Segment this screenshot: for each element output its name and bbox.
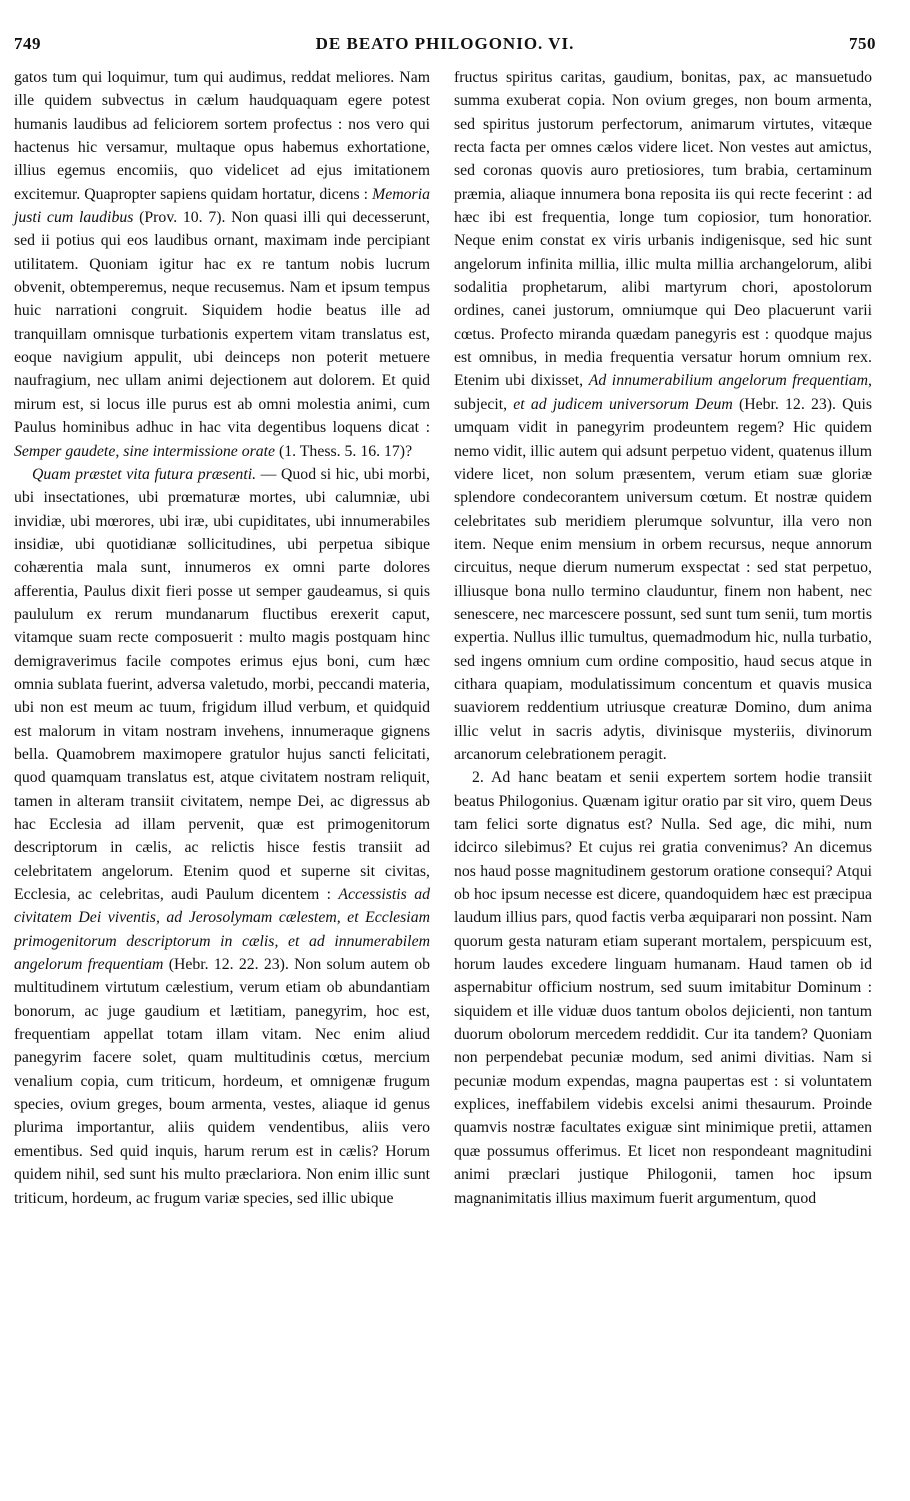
text-run: gatos tum qui loquimur, tum qui audimus, reddat meliores. Nam ille quidem subvectus in cælum haudquaquam egere potest humanis laudibus ad feliciorem sortem profectus : nos vero qui hactenus hic versamur, multaque opus habemus exhortatione, illius egemus encomiis, quo videlicet ad ejus imitationem excitemur. Quapropter sapiens quidam hortatur, dicens : xyxy=(14,69,430,203)
right-column xyxy=(454,66,872,1210)
scripture-quote: Accessistis ad civitatem Dei viventis, ad Jerosolymam cælestem, et Ecclesiam primogenitorum descriptorum in cælis, et ad innumerabilem angelorum frequentiam xyxy=(14,886,430,974)
text-run: (Hebr. 12. 22. 23). Non solum autem ob multitudinem virtutum cælestium, verum etiam ob abundantiam bonorum, ac juge gaudium et lætitiam, panegyrim, hoc est, frequentiam appellat totam illam vitam. Nec enim aliud panegyrim facere solet, quam multitudinis cœtus, mercium venalium copia, cum triticum, hordeum, et omnigenæ frugum species, ovium greges, boum armenta, vestes, aliaque id genus plurima importantur, aliis quidem vendentibus, aliis vero ementibus. Sed quid inquis, harum rerum est in cælis? Horum quidem nihil, sed sunt his multo præclariora. Non enim illic sunt triticum, hordeum, ac frugum variæ species, sed illic ubique xyxy=(14,956,431,1207)
paragraph xyxy=(14,463,430,1210)
page-number-left: 749 xyxy=(14,34,41,53)
scripture-quote: Memoria justi cum laudibus xyxy=(14,185,430,227)
paragraph: 2. Ad hanc beatam et senii expertem sortem hodie transiit beatus Philogonius. Quænam igitur oratio par sit viro, quem Deus tam felici sorte dignatus est? Nulla. Sed age, dic mihi, num idcirco silebimus? Et cujus rei gratia convenimus? An dicemus nos haud posse magnitudinem gestorum oratione consequi? Atqui ob hoc ipsum necesse est dicere, quandoquidem hæc est præcipua laudum illius pars, quod factis verba æquiparari non possint. Nam quorum gesta naturam etiam superant mortalem, perspicuum est, horum laudes excedere linguam humanam. Haud tamen ob id aspernabitur officium nostrum, sed suum imitabitur Dominum : siquidem et ille viduæ duos tantum obolos dejicienti, non tantum duorum obolorum mercedem reddidit. Cur ita tandem? Quoniam non perpendebat pecuniæ modum, sed animi divitias. Nam si pecuniæ modum expendas, magna paupertas est : si voluntatem explices, ineffabilem videbis excelsi animi thesaurum. Proinde quamvis nostræ facultates exiguæ sint minimique pretii, attamen quæ possumus offerimus. Et licet non respondeant magnitudini animi præclari justique Philogonii, tamen hoc ipsum magnanimitatis illius maximum fuerit argumentum, quod xyxy=(454,769,872,1207)
paragraph xyxy=(454,66,872,766)
scripture-quote: et ad judicem universorum Deum xyxy=(513,395,733,413)
text-run: fructus spiritus caritas, gaudium, bonitas, pax, ac mansuetudo summa exuberat copia. Non ovium greges, non boum armenta, sed spiritus justorum perfectorum, animarum virtutes, vitæque recta facta per omnes cælos videre licet. Non vestes aut amictus, sed coronas quovis auro pretiosiores, tum brabia, certaminum præmia, aliaque innumera bona reposita iis qui recte fecerint : ad hæc ibi est frequentia, longe tum copiosior, tum honoratior. Neque enim constat ex viris urbanis indigenisque, sed hic sunt angelorum infinita millia, illic multa millia archangelorum, alibi sodalitia prophetarum, alibi martyrum chori, apostolorum ordines, canei justorum, omniumque qui Deo placuerunt varii cœtus. Profecto miranda quædam panegyris est : quodque majus est omnibus, in media frequentia versatur horum omnium rex. Etenim ubi dixisset, xyxy=(454,69,872,390)
paragraph xyxy=(14,66,430,463)
text-run: — Quod si hic, ubi morbi, ubi insectationes, ubi prœmaturæ mortes, ubi calumniæ, ubi invidiæ, ubi mœrores, ubi iræ, ubi cupiditates, ubi innumerabiles insidiæ, ubi quotidianæ sollicitudines, ubi perpetua sibique cohærentia mala sunt, innumeros ex omni parte dolores afferentia, Paulus dixit fieri posse ut semper gaudeamus, si quis paululum ex rerum mundanarum fluctibus erexerit caput, vitamque suam recte composuerit : multo magis postquam hinc demigraverimus facile compotes erimus ejus boni, cum hæc omnia sublata fuerint, adversa valetudo, morbi, peccandi materia, ubi non est meum ac tuum, frigidum illud verbum, et quidquid est malorum in vitam nostram invehens, innumeraque gignens bella. Quamobrem maximopere gratulor hujus sancti felicitati, quod quamquam translatus est, atque civitatem nostram reliquit, tamen in alteram transiit civitatem, nempe Dei, ac digressus ab hac Ecclesia ad illam pervenit, quæ est primogenitorum descriptorum in cælis, ac relictis hisce festis transiit ad celebritatem angelorum. Etenim quod et superne sit civitas, Ecclesia, ac celebritas, audi Paulum dicentem : xyxy=(14,465,430,904)
scripture-quote: Semper gaudete, sine intermissione orate xyxy=(14,442,276,460)
text-run: (Hebr. 12. 23). Quis umquam vidit in panegyrim prodeuntem regem? Hic quidem nemo vidit, illic autem qui adsunt perpetuo vident, quatenus illum videre licet, non solum præsentem, verum etiam suæ gloriæ splendore condecorantem universum cœtum. Et nostræ quidem celebritates sub meridiem plerumque solvuntur, illa vero non item. Neque enim mensium in orbem recursus, neque annorum circuitus, neque dierum numerum exspectat : sed stat perpetuo, illiusque bona nullo termino clauduntur, finem non habent, nec senescere, nec marcescere possunt, sed sunt tum senii, tum mortis expertia. Nullus illic tumultus, quemadmodum hic, nulla turbatio, sed ingens omnium cum ordine compositio, haud secus atque in cithara quapiam, modulatissimum concentum et quavis musica suaviorem reddentium utriusque creaturæ Domino, dum anima illic velut in sacris adytis, divinisque mysteriis, divinorum arcanorum celebrationem peragit. xyxy=(454,395,872,763)
text-run: (1. Thess. 5. 16. 17)? xyxy=(275,442,413,460)
text-run: (Prov. 10. 7). Non quasi illi qui decesserunt, sed ii potius qui eos laudibus ornant, maximam inde percipiant utilitatem. Quoniam igitur hac ex re tantum nobis lucrum obvenit, obtemperemus, neque recusemus. Nam et ipsum tempus huic narrationi congruit. Siquidem hodie beatus ille ad tranquillam omnisque turbationis expertem vitam translatus est, eoque navigium appulit, ubi deinceps non poterit metuere naufragium, nec ullam animi dejectionem aut dolorem. Et quid mirum est, si locus ille purus est ab omni molestia animi, cum Paulus hominibus adhuc in hac vita degentibus loquens dicat : xyxy=(14,209,430,437)
page-number-right: 750 xyxy=(849,34,876,53)
section-heading: Quam præstet vita futura præsenti. xyxy=(32,465,257,483)
page-header xyxy=(14,34,876,58)
left-column xyxy=(14,66,430,1210)
text-run: , subjecit, xyxy=(454,372,872,413)
scripture-quote: Ad innumerabilium angelorum frequentiam xyxy=(588,372,869,390)
running-title: DE BEATO PHILOGONIO. VI. xyxy=(315,34,575,53)
